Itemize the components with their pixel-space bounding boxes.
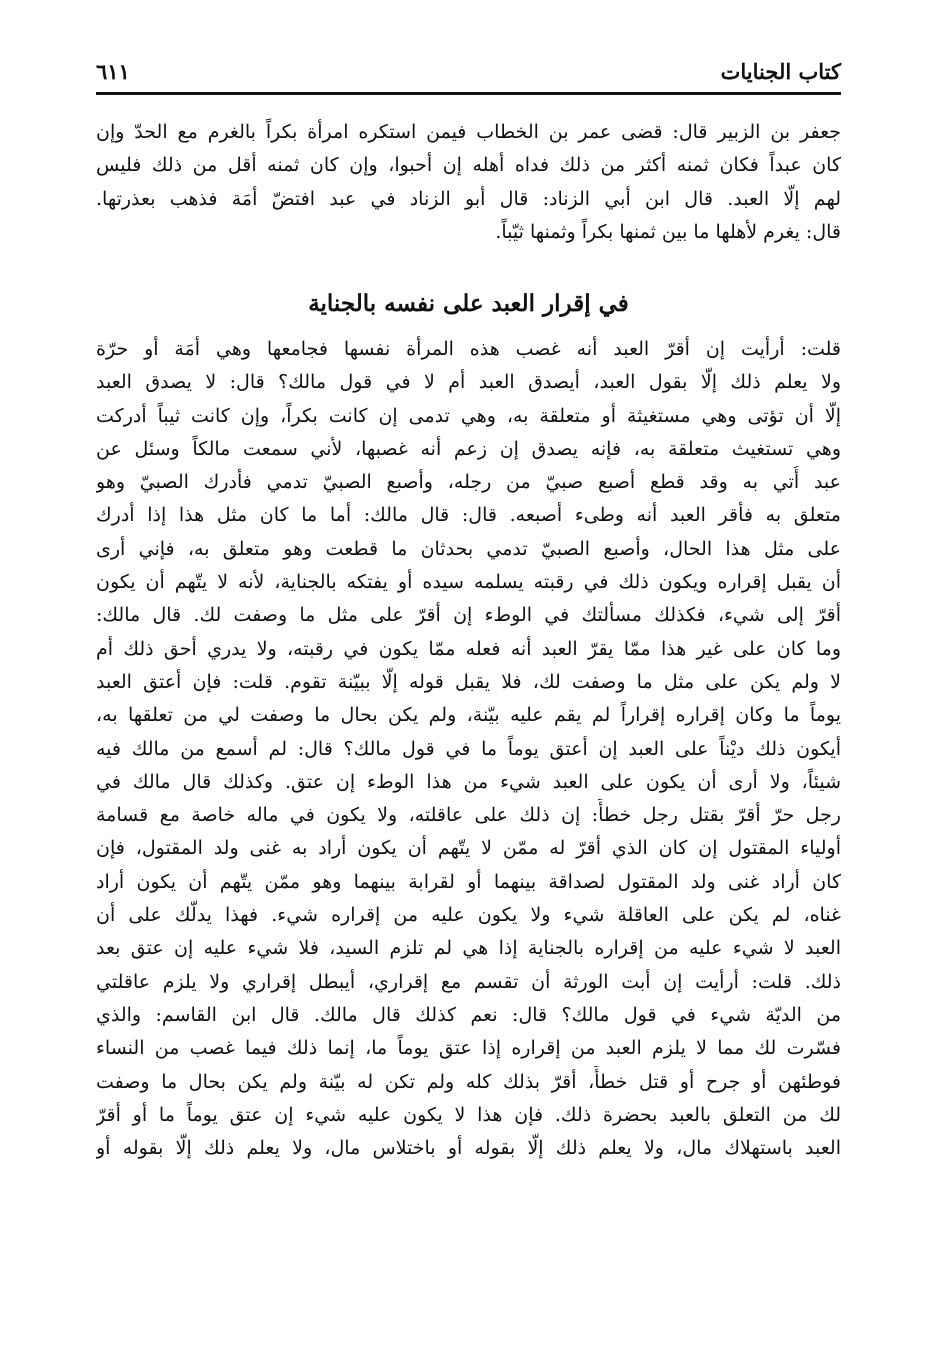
page-header	[96, 56, 841, 96]
text-line: ذلك. قلت: أرأيت إن أبت الورثة أن تقسم مع إقراري، أيبطل إقراري ولا يلزم عاقلتي	[96, 970, 841, 993]
text-line: العبد لا شيء عليه من إقراره بالجناية إذا هي لم تلزم السيد، فلا شيء عليه إن عتق بعد	[96, 937, 841, 960]
text-line: شيئاً، ولا أرى أن يكون على العبد شيء من هذا الوطء إن عتق. وكذلك قال مالك في	[96, 770, 841, 793]
text-line: كان أراد غنى ولد المقتول لصداقة بينهما أو لقرابة بينهما وهو ممّن يتّهم أن يكون أراد	[96, 870, 841, 893]
text-line: قال: يغرم لأهلها ما بين ثمنها بكراً وثمنها ثيّباً.	[495, 220, 841, 243]
section-heading: في إقرار العبد على نفسه بالجناية	[308, 290, 629, 317]
text-line: يوماً ما وكان إقراره إقراراً لم يقم عليه بيّنة، ولم يكن بحال ما وصفت لي من تعلقها به،	[96, 704, 841, 727]
text-line: لهم إلّا العبد. قال ابن أبي الزناد: قال أبو الزناد في عبد افتضّ أمَة فذهب بعذرتها.	[96, 187, 841, 210]
text-line: لك من التعلق بالعبد بحضرة ذلك. فإن هذا لا يكون عليه شيء إن عتق يوماً ما أو أقرّ	[96, 1103, 841, 1126]
text-line: ولا يعلم ذلك إلّا بقول العبد، أيصدق العبد أم لا في قول مالك؟ قال: لا يصدق العبد	[96, 371, 841, 394]
text-line: وهي تستغيث متعلقة به، فإنه يصدق إن زعم أنه غصبها، لأني سمعت مالكاً وسئل عن	[96, 437, 841, 460]
text-line: على مثل هذا الحال، وأصبع الصبيّ تدمي بحدثان ما قطعت وهو متعلق به، فإني أرى	[96, 537, 841, 560]
page-number: ٦١١	[96, 59, 130, 84]
text-line: قلت: أرأيت إن أقرّ العبد أنه غصب هذه المرأة نفسها فجامعها وهي أمَة أو حرّة	[96, 338, 841, 360]
text-line: جعفر بن الزبير قال: قضى عمر بن الخطاب فيمن استكره امرأة بكراً بالغرم مع الحدّ وإن	[96, 121, 841, 143]
text-line: أولياء المقتول إن كان الذي أقرّ له ممّن لا يتّهم أن يكون أراد به غنى ولد المقتول، فإن	[96, 837, 841, 860]
text-line: إلّا أن تؤتى وهي مستغيثة أو متعلقة به، وهي تدمى إن كانت بكراً، وإن كانت ثيباً أدركت	[96, 404, 841, 427]
text-line: غناه، لم يكن على العاقلة شيء ولا يكون عليه من إقراره شيء. فهذا يدلّك على أن	[96, 904, 841, 927]
text-line: لا ولم يكن على مثل ما وصفت لك، فلا يقبل قوله إلّا ببيّنة تقوم. قلت: فإن أعتق العبد	[96, 670, 841, 693]
text-line: أقرّ إلى شيء، فكذلك مسألتك في الوطء إن أقرّ على مثل ما وصفت لك. قال مالك:	[96, 604, 841, 627]
text-line: أن يقبل إقراره ويكون ذلك في رقبته يسلمه سيده أو يفتكه بالجناية، لأنه لا يتّهم أن يكون	[96, 571, 841, 594]
running-title: كتاب الجنايات	[720, 59, 841, 84]
text-line: أيكون ذلك ديْناً على العبد إن أعتق يوماً ما في قول مالك؟ قال: لم أسمع من مالك فيه	[96, 737, 841, 760]
intro-paragraph	[96, 116, 841, 249]
text-line: متعلق به فأقر العبد أنه وطىء أصبعه. قال: قال مالك: أما ما كان مثل هذا إذا أدرك	[96, 504, 841, 527]
text-line: عبد أُتي به وقد قطع أصبع صبيّ من رجله، وأصبع الصبيّ تدمي فأدرك الصبيّ وهو	[96, 471, 841, 494]
text-line: رجل حرّ أقرّ بقتل رجل خطأً: إن ذلك على عاقلته، ولا يكون في ماله خاصة مع قسامة	[96, 804, 841, 827]
text-line: العبد باستهلاك مال، ولا يعلم ذلك إلّا بقوله أو باختلاس مال، ولا يعلم ذلك إلّا بقوله أو	[96, 1137, 841, 1160]
header-rule	[96, 92, 841, 95]
text-line: فسّرت لك مما لا يلزم العبد من إقراره إذا عتق يوماً ما، إنما ذلك فيما غصب من النساء	[96, 1037, 841, 1060]
text-line: وما كان على غير هذا ممّا يقرّ العبد أنه فعله ممّا يكون في رقبته، ولا يدري أحق ذلك أم	[96, 637, 841, 660]
body-paragraph	[96, 333, 841, 1165]
text-line: من الديّة شيء في قول مالك؟ قال: نعم كذلك قال مالك. قال ابن القاسم: والذي	[96, 1003, 841, 1026]
text-line: فوطئهن أو جرح أو قتل خطأً، أقرّ بذلك كله ولم تكن له بيّنة ولم يكن بحال ما وصفت	[96, 1070, 841, 1093]
text-line: كان عبداً فكان ثمنه أكثر من ذلك فداه أهله إن أحبوا، وإن كان ثمنه أقل من ذلك فليس	[96, 154, 841, 177]
